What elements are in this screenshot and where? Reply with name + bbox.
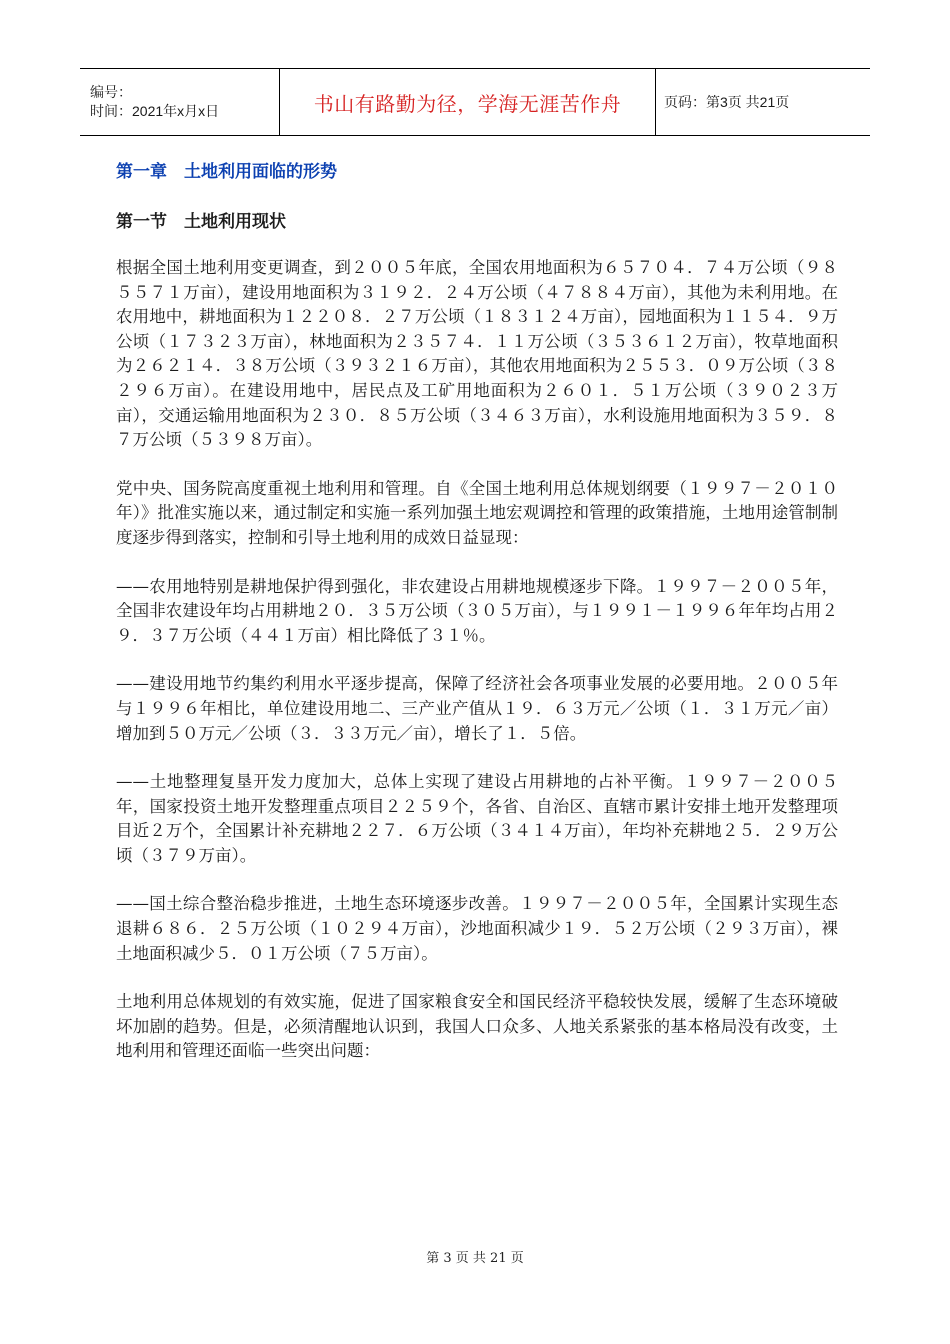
document-body bbox=[116, 158, 838, 1088]
header-page-cell bbox=[656, 69, 870, 135]
paragraph: ——国土综合整治稳步推进，土地生态环境逐步改善。１９９７－２００５年，全国累计实现生态退耕６８６．２５万公顷（１０２９４万亩），沙地面积减少１９．５２万公顷（２９３万亩），裸土地面积减少５．０１万公顷（７５万亩）。 bbox=[116, 894, 838, 963]
paragraph: 土地利用总体规划的有效实施，促进了国家粮食安全和国民经济平稳较快发展，缓解了生态环境破坏加剧的趋势。但是，必须清醒地认识到，我国人口众多、人地关系紧张的基本格局没有改变，土地利用和管理还面临一些突出问题： bbox=[116, 992, 838, 1061]
time-label: 时间：2021年x月x日 bbox=[90, 103, 220, 119]
header-motto-cell bbox=[280, 69, 656, 135]
paragraph: ——建设用地节约集约利用水平逐步提高，保障了经济社会各项事业发展的必要用地。２００５年与１９９６年相比，单位建设用地二、三产业产值从１９．６３万元／公顷（１．３１万元／亩）增加到５０万元／公顷（３．３３万元／亩），增长了１．５倍。 bbox=[116, 674, 838, 743]
paragraph: ——土地整理复垦开发力度加大，总体上实现了建设占用耕地的占补平衡。１９９７－２００５年，国家投资土地开发整理重点项目２２５９个，各省、自治区、直辖市累计安排土地开发整理项目近２万个，全国累计补充耕地２２７．６万公顷（３４１４万亩），年均补充耕地２５．２９万公顷（３７９万亩）。 bbox=[116, 772, 838, 865]
page-code: 页码：第3页 共21页 bbox=[664, 94, 790, 110]
page-footer: 第 3 页 共 21 页 bbox=[426, 1251, 524, 1266]
header-table bbox=[80, 68, 870, 136]
number-label: 编号： bbox=[90, 84, 132, 100]
chapter-title: 第一章 土地利用面临的形势 bbox=[116, 162, 337, 182]
header-meta bbox=[80, 69, 280, 135]
section-title: 第一节 土地利用现状 bbox=[116, 212, 286, 232]
paragraph: ——农用地特别是耕地保护得到强化，非农建设占用耕地规模逐步下降。１９９７－２００５年，全国非农建设年均占用耕地２０．３５万公顷（３０５万亩），与１９９１－１９９６年年均占用２９．３７万公顷（４４１万亩）相比降低了３１％。 bbox=[116, 576, 838, 645]
motto: 书山有路勤为径，学海无涯苦作舟 bbox=[313, 91, 622, 116]
paragraph: 党中央、国务院高度重视土地利用和管理。自《全国土地利用总体规划纲要（１９９７－２０１０年）》批准实施以来，通过制定和实施一系列加强土地宏观调控和管理的政策措施，土地用途管制制度逐步得到落实，控制和引导土地利用的成效日益显现： bbox=[116, 478, 838, 547]
paragraph: 根据全国土地利用变更调查，到２００５年底，全国农用地面积为６５７０４．７４万公顷（９８５５７１万亩），建设用地面积为３１９２．２４万公顷（４７８８４万亩），其他为未利用地。在农用地中，耕地面积为１２２０８．２７万公顷（１８３１２４万亩），园地面积为１１５４．９万公顷（１７３２３万亩），林地面积为２３５７４．１１万公顷（３５３６１２万亩），牧草地面积为２６２１４．３８万公顷（３９３２１６万亩），其他农用地面积为２５５３．０９万公顷（３８２９６万亩）。在建设用地中，居民点及工矿用地面积为２６０１．５１万公顷（３９０２３万亩），交通运输用地面积为２３０．８５万公顷（３４６３万亩），水利设施用地面积为３５９．８７万公顷（５３９８万亩）。 bbox=[116, 258, 838, 450]
